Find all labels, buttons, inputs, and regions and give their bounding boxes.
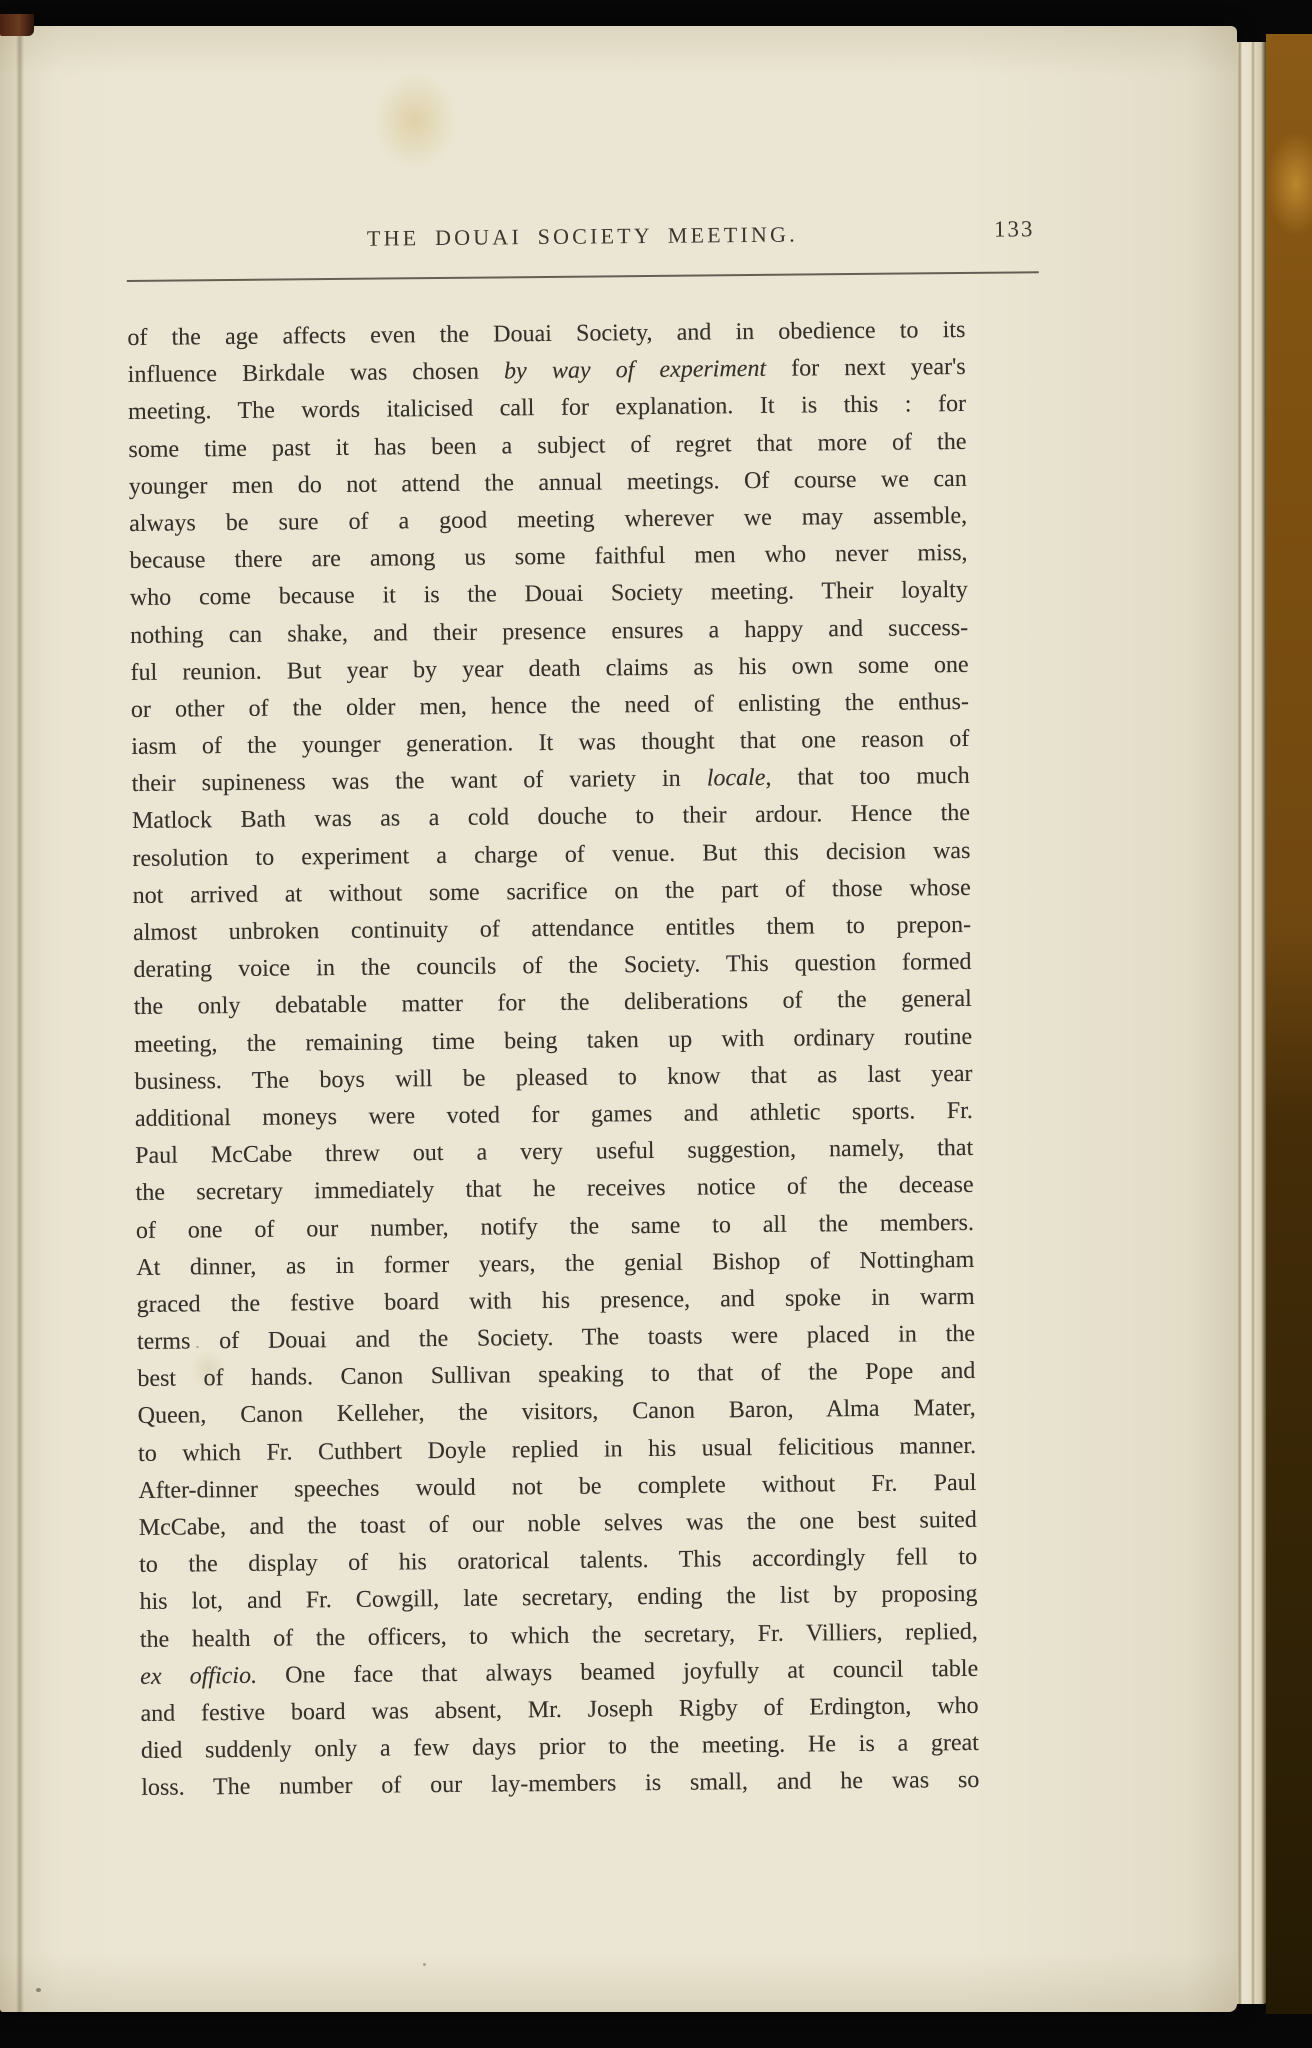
text-segment: One face that always beamed joyfully at council table xyxy=(256,1655,979,1689)
text-segment: or other of the older men, hence the need of enlisting the enthus- xyxy=(130,688,970,723)
text-segment: the only debatable matter for the deliberations of the general xyxy=(133,986,972,1021)
text-segment: terms of Douai and the Society. The toasts were placed in the xyxy=(136,1320,976,1356)
text-segment: After-dinner speeches would not be complete without Fr. Paul xyxy=(138,1469,977,1504)
page-number: 133 xyxy=(993,216,1035,242)
gutter-crease xyxy=(16,26,24,2012)
text-segment: to the display of his oratorical talents. This accordingly fell to xyxy=(139,1544,978,1579)
text-segment: for next year's xyxy=(765,354,966,383)
text-segment: Matlock Bath was as a cold douche to their ardour. Hence the xyxy=(131,800,971,835)
text-segment: not arrived at without some sacrifice on the part of those whose xyxy=(132,874,971,909)
text-line xyxy=(141,1762,979,1807)
text-segment: almost unbroken continuity of attendance entitles them to prepon- xyxy=(132,911,972,946)
text-segment: best of hands. Canon Sullivan speaking to that of the Pope and xyxy=(137,1358,976,1393)
body-text xyxy=(127,312,979,1807)
ink-speck xyxy=(423,1963,426,1966)
text-segment: meeting, the remaining time being taken up with ordinary routine xyxy=(134,1023,973,1058)
text-segment: nothing can shake, and their presence ensures a happy and success- xyxy=(130,614,969,649)
text-segment: resolution to experiment a charge of venue. But this decision was xyxy=(132,837,971,872)
text-segment: influence Birkdale was chosen xyxy=(127,358,505,389)
text-segment: Queen, Canon Kelleher, the visitors, Canon Baron, Alma Mater, xyxy=(137,1395,976,1430)
text-segment: graced the festive board with his presence, and spoke in warm xyxy=(136,1283,975,1318)
header-rule xyxy=(127,271,1039,282)
page-content xyxy=(126,185,1053,1807)
text-segment: ful reunion. But year by year death claims as his own some one xyxy=(130,651,969,686)
text-segment: of the age affects even the Douai Society, and in obedience to its xyxy=(127,316,966,351)
text-segment: At dinner, as in former years, the genial Bishop of Nottingham xyxy=(136,1246,975,1281)
text-segment: some time past it has been a subject of regret that more of the xyxy=(128,428,967,463)
text-segment: business. The boys will be pleased to know that as last year xyxy=(134,1060,973,1095)
text-segment: additional moneys were voted for games and athletic sports. Fr. xyxy=(134,1097,973,1132)
ink-speck xyxy=(36,1988,41,1992)
book-cover-edge xyxy=(1266,34,1312,2014)
book-page xyxy=(0,26,1237,2012)
text-segment: meeting. The words italicised call for explanation. It is this : for xyxy=(127,391,967,426)
text-segment: died suddenly only a few days prior to the meeting. He is a great xyxy=(140,1730,980,1765)
text-segment: because there are among us some faithful men who never miss, xyxy=(129,540,968,575)
text-segment: always be sure of a good meeting wherever we may assemble, xyxy=(129,502,968,537)
text-segment: Paul McCabe threw out a very useful suggestion, namely, that xyxy=(135,1135,974,1170)
spine-fragment xyxy=(0,14,34,36)
text-segment: loss. The number of our lay-members is small, and he was so xyxy=(141,1767,980,1802)
text-segment: McCabe, and the toast of our noble selves was the one best suited xyxy=(138,1506,977,1541)
header-title: THE DOUAI SOCIETY MEETING. xyxy=(366,221,798,251)
text-segment: and festive board was absent, Mr. Joseph Rigby of Erdington, who xyxy=(140,1692,979,1727)
page-stack-edge xyxy=(1237,42,1267,2004)
text-segment: who come because it is the Douai Society meeting. Their loyalty xyxy=(129,577,968,612)
text-segment: the secretary immediately that he receives notice of the decease xyxy=(135,1172,974,1207)
ink-speck xyxy=(196,1346,199,1348)
italic-text-segment: ex officio. xyxy=(140,1662,258,1690)
italic-text-segment: by way of experiment xyxy=(503,356,767,385)
text-segment: , that too much xyxy=(765,763,970,792)
text-segment: the health of the officers, to which the secretary, Fr. Villiers, replied, xyxy=(139,1618,978,1653)
text-segment: younger men do not attend the annual meetings. Of course we can xyxy=(128,465,967,500)
text-segment: to which Fr. Cuthbert Doyle replied in his usual felicitious manner. xyxy=(137,1432,977,1467)
text-segment: their supineness was the want of variety in xyxy=(131,765,707,798)
text-segment: of one of our number, notify the same to all the members. xyxy=(135,1209,975,1244)
running-header xyxy=(126,185,1039,282)
text-segment: his lot, and Fr. Cowgill, late secretary, ending the list by proposing xyxy=(139,1581,978,1616)
text-segment: derating voice in the councils of the Society. This question formed xyxy=(133,949,972,984)
text-segment: iasm of the younger generation. It was thought that one reason of xyxy=(131,725,970,761)
italic-text-segment: locale xyxy=(706,765,766,792)
